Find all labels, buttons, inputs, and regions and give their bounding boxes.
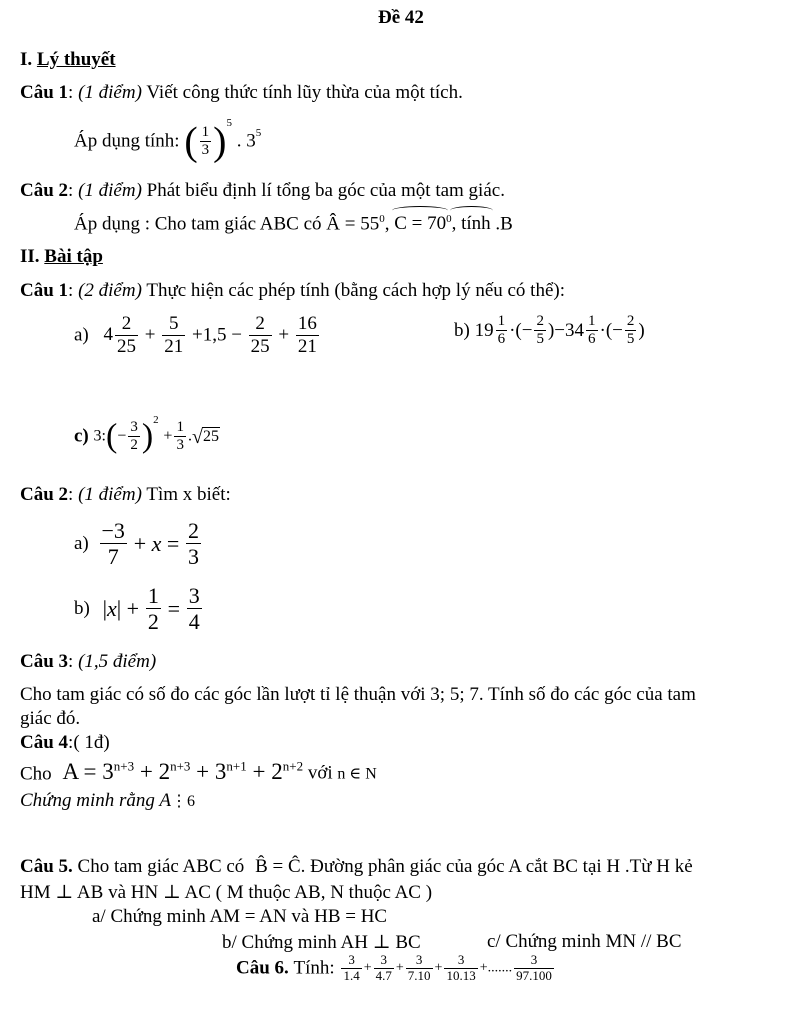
theory-question-2: Câu 2: (1 điểm) Phát biểu định lí tổng ba góc của một tam giác. bbox=[20, 180, 505, 201]
exercise-1a: a) 4 $\frac{2}{25}$ + $\frac{5}{21}$ +1,5 − $\frac{2}{25}$ + $\frac{16}{21}$ bbox=[74, 313, 317, 357]
exercise-1b: b) 19 $\frac{1}{6}$ ·(− $\frac{2}{5}$ )−34 $\frac{1}{6}$ ·(− $\frac{2}{5}$ ) bbox=[454, 313, 645, 348]
page-title: Đề 42 bbox=[378, 7, 424, 28]
theory-question-2-apply: Áp dụng : Cho tam giác ABC có Â = $55^0$, $C = 70^0$ , tính .B bbox=[74, 213, 513, 235]
question-label: Câu 2 bbox=[20, 180, 69, 201]
question-4-formula: Cho $A = 3^{n+3} + 2^{n+3} + 3^{n+1} + 2^{n+2}$ với n ∈ N bbox=[20, 758, 377, 785]
section-title: Bài tập bbox=[44, 246, 103, 267]
section-number: I. bbox=[20, 49, 33, 70]
question-points: :( 1đ) bbox=[68, 732, 110, 753]
question-5-part-c: c/ Chứng minh MN // BC bbox=[487, 931, 682, 952]
question-label: Câu 1 bbox=[20, 82, 69, 103]
exercise-question-3: Câu 3: (1,5 điểm) bbox=[20, 651, 157, 672]
question-text: Viết công thức tính lũy thừa của một tích. bbox=[146, 82, 463, 103]
theory-question-1: Câu 1: (1 điểm) Viết công thức tính lũy thừa của một tích. bbox=[20, 82, 463, 103]
question-points: (2 điểm) bbox=[78, 280, 142, 301]
question-label: Câu 6. bbox=[236, 957, 289, 979]
question-text: Tìm x biết: bbox=[146, 484, 231, 505]
section-heading-2 bbox=[20, 246, 103, 268]
exercise-2a: a) $\frac{-3}{7}$ + x = $\frac{2}{3}$ bbox=[74, 518, 200, 570]
exercise-question-1: Câu 1: (2 điểm) Thực hiện các phép tính (bằng cách hợp lý nếu có thể): bbox=[20, 280, 566, 301]
question-5-part-b: b/ Chứng minh AH ⊥ BC bbox=[222, 932, 421, 953]
fraction: $\frac{1}{3}$ bbox=[201, 123, 210, 159]
exercise-2b: b) |x| + $\frac{1}{2}$ = $\frac{3}{4}$ bbox=[74, 583, 200, 635]
section-title: Lý thuyết bbox=[36, 49, 116, 70]
question-5-line2: HM ⊥ AB và HN ⊥ AC ( M thuộc AB, N thuộc AC ) bbox=[20, 882, 433, 903]
question-points: (1 điểm) bbox=[78, 484, 142, 505]
question-points: (1 điểm) bbox=[78, 82, 142, 103]
section-heading-1 bbox=[20, 49, 116, 71]
question-points: (1 điểm) bbox=[78, 180, 142, 201]
question-text: Phát biểu định lí tổng ba góc của một tam giác. bbox=[146, 180, 505, 201]
question-3-text-line1: Cho tam giác có số đo các góc lần lượt tỉ lệ thuận với 3; 5; 7. Tính số đo các góc của tam bbox=[20, 684, 696, 705]
theory-question-1-apply: Áp dụng tính: ( $\frac{1}{3}$ )$^5$ . $3^5$ bbox=[74, 117, 262, 164]
question-label: Câu 5. bbox=[20, 856, 73, 877]
exercise-1c: c) 3:(− $\frac{3}{2}$ )$^2$ + $\frac{1}{3}$ . √ 25 bbox=[74, 414, 219, 455]
exercise-question-2: Câu 2: (1 điểm) Tìm x biết: bbox=[20, 484, 231, 505]
question-label: Câu 3 bbox=[20, 651, 69, 672]
exercise-question-6: Câu 6. Tính: $\frac{3}{1.4}$ + $\frac{3}{4.7}$ + $\frac{3}{7.10}$ + $\frac{3}{10.13}$ +....... $\frac{3}{97.100}$ bbox=[236, 952, 552, 983]
question-4-prove: Chứng minh rằng A⋮6 bbox=[20, 790, 195, 811]
question-3-text-line2: giác đó. bbox=[20, 708, 81, 729]
question-5-part-a: a/ Chứng minh AM = AN và HB = HC bbox=[92, 906, 388, 927]
question-text: Thực hiện các phép tính (bằng cách hợp lý nếu có thể): bbox=[146, 280, 566, 301]
question-label: Câu 2 bbox=[20, 484, 69, 505]
question-label: Câu 1 bbox=[20, 280, 69, 301]
exercise-question-5: Câu 5. Cho tam giác ABC có B̂ = Ĉ. Đường phân giác của góc A cắt BC tại H .Từ H kẻ bbox=[20, 856, 693, 877]
exercise-question-4 bbox=[20, 732, 110, 754]
apply-label: Áp dụng tính: bbox=[74, 130, 180, 152]
question-label: Câu 4 bbox=[20, 732, 69, 753]
section-number: II. bbox=[20, 246, 40, 267]
question-points: (1,5 điểm) bbox=[78, 651, 157, 672]
